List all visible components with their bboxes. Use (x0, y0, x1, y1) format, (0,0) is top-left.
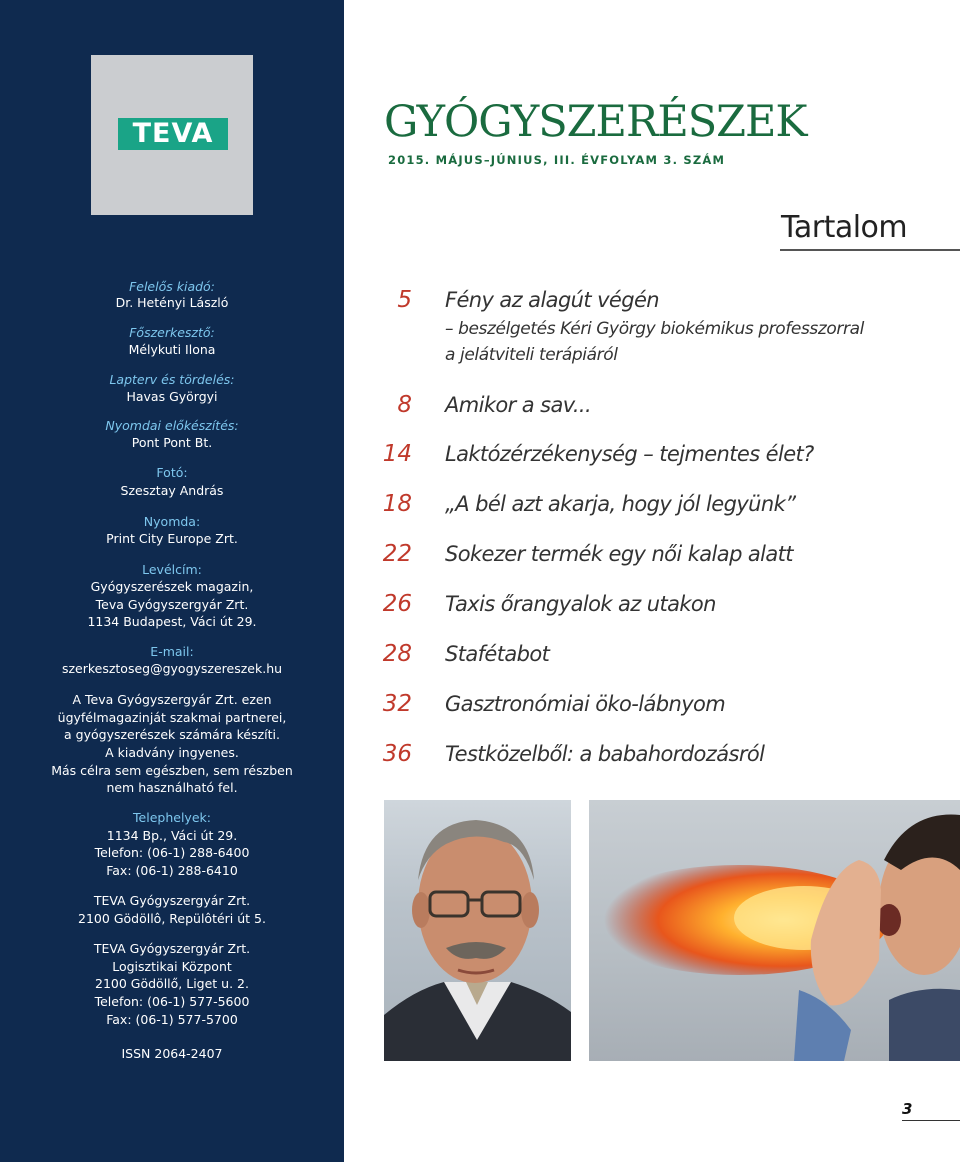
toc-page-number: 32 (382, 691, 412, 717)
notice-line-3: a gyógyszerészek számára készíti. (64, 727, 280, 742)
godollo-line-2: 2100 Gödöllô, Repülôtéri út 5. (78, 911, 266, 926)
sites-line-3: Fax: (06-1) 288-6410 (106, 863, 238, 878)
page-number-rule (902, 1120, 960, 1121)
toc-page-number: 14 (382, 441, 412, 467)
publisher-value: Dr. Hetényi László (115, 295, 229, 310)
toc-entry-title[interactable]: „A bél azt akarja, hogy jól legyünk” (445, 492, 796, 516)
portrait-illustration (384, 800, 571, 1061)
address-line-1: Gyógyszerészek magazin, (90, 579, 254, 594)
sites-line-2: Telefon: (06-1) 288-6400 (94, 845, 250, 860)
toc-page-number: 26 (382, 591, 412, 617)
logistics-line-1: TEVA Gyógyszergyár Zrt. (93, 941, 251, 956)
godollo-line-1: TEVA Gyógyszergyár Zrt. (93, 893, 251, 908)
prepress-label: Nyomdai előkészítés: (105, 418, 239, 433)
sites-line-1: 1134 Bp., Váci út 29. (106, 828, 238, 843)
editor-label: Főszerkesztő: (129, 325, 215, 340)
notice-line-1: A Teva Gyógyszergyár Zrt. ezen (72, 692, 272, 707)
fire-breath-illustration (589, 800, 960, 1061)
section-title-rule (780, 249, 960, 251)
toc-entry-subtitle: – beszélgetés Kéri György biokémikus professzorral (445, 319, 864, 339)
toc-entry-title[interactable]: Laktózérzékenység – tejmentes élet? (445, 442, 814, 466)
issn: ISSN 2064-2407 (121, 1046, 223, 1061)
issue-info: 2015. MÁJUS–JÚNIUS, III. ÉVFOLYAM 3. SZÁM (388, 153, 726, 167)
notice-line-4: A kiadvány ingyenes. (105, 745, 239, 760)
address-label: Levélcím: (142, 562, 202, 577)
toc-page-number: 18 (382, 491, 412, 517)
logistics-line-5: Fax: (06-1) 577-5700 (106, 1012, 238, 1027)
notice-line-2: ügyfélmagazinját szakmai partnerei, (57, 710, 287, 725)
teva-logo: TEVA (118, 118, 228, 150)
address-line-2: Teva Gyógyszergyár Zrt. (95, 597, 249, 612)
toc-entry-subtitle: a jelátviteli terápiáról (445, 345, 618, 365)
email-label: E-mail: (150, 644, 194, 659)
notice-line-6: nem használható fel. (106, 780, 238, 795)
address-line-3: 1134 Budapest, Váci út 29. (87, 614, 257, 629)
section-title: Tartalom (781, 210, 908, 245)
toc-entry-title[interactable]: Amikor a sav... (445, 393, 592, 417)
layout-value: Havas Györgyi (126, 389, 218, 404)
toc-page-number: 36 (382, 741, 412, 767)
toc-entry-title[interactable]: Stafétabot (445, 642, 550, 666)
fire-breath-photo (589, 800, 960, 1061)
photo-label: Fotó: (156, 465, 188, 480)
layout-label: Lapterv és tördelés: (109, 372, 235, 387)
toc-page-number: 5 (397, 287, 412, 313)
portrait-photo (384, 800, 571, 1061)
prepress-value: Pont Pont Bt. (131, 435, 213, 450)
toc-entry-title[interactable]: Sokezer termék egy női kalap alatt (445, 542, 793, 566)
notice-line-5: Más célra sem egészben, sem részben (51, 763, 293, 778)
editor-value: Mélykuti Ilona (128, 342, 216, 357)
toc-page-number: 22 (382, 541, 412, 567)
toc-entry-title[interactable]: Taxis őrangyalok az utakon (445, 592, 716, 616)
toc-page-number: 28 (382, 641, 412, 667)
toc-entry-title[interactable]: Gasztronómiai öko-lábnyom (445, 692, 726, 716)
toc-page-number: 8 (397, 392, 412, 418)
logistics-line-3: 2100 Gödöllő, Liget u. 2. (95, 976, 249, 991)
logistics-line-2: Logisztikai Központ (112, 959, 232, 974)
masthead-title: GYÓGYSZERÉSZEK (384, 97, 807, 147)
photo-value: Szesztay András (120, 483, 224, 498)
toc-entry-title[interactable]: Fény az alagút végén (445, 288, 660, 312)
logistics-line-4: Telefon: (06-1) 577-5600 (94, 994, 250, 1009)
print-value: Print City Europe Zrt. (106, 531, 238, 546)
print-label: Nyomda: (143, 514, 201, 529)
publisher-label: Felelős kiadó: (129, 279, 215, 294)
page-number: 3 (902, 1100, 913, 1118)
sites-label: Telephelyek: (133, 810, 211, 825)
toc-entry-title[interactable]: Testközelből: a babahordozásról (445, 742, 765, 766)
email-value[interactable]: szerkesztoseg@gyogyszereszek.hu (61, 661, 283, 676)
